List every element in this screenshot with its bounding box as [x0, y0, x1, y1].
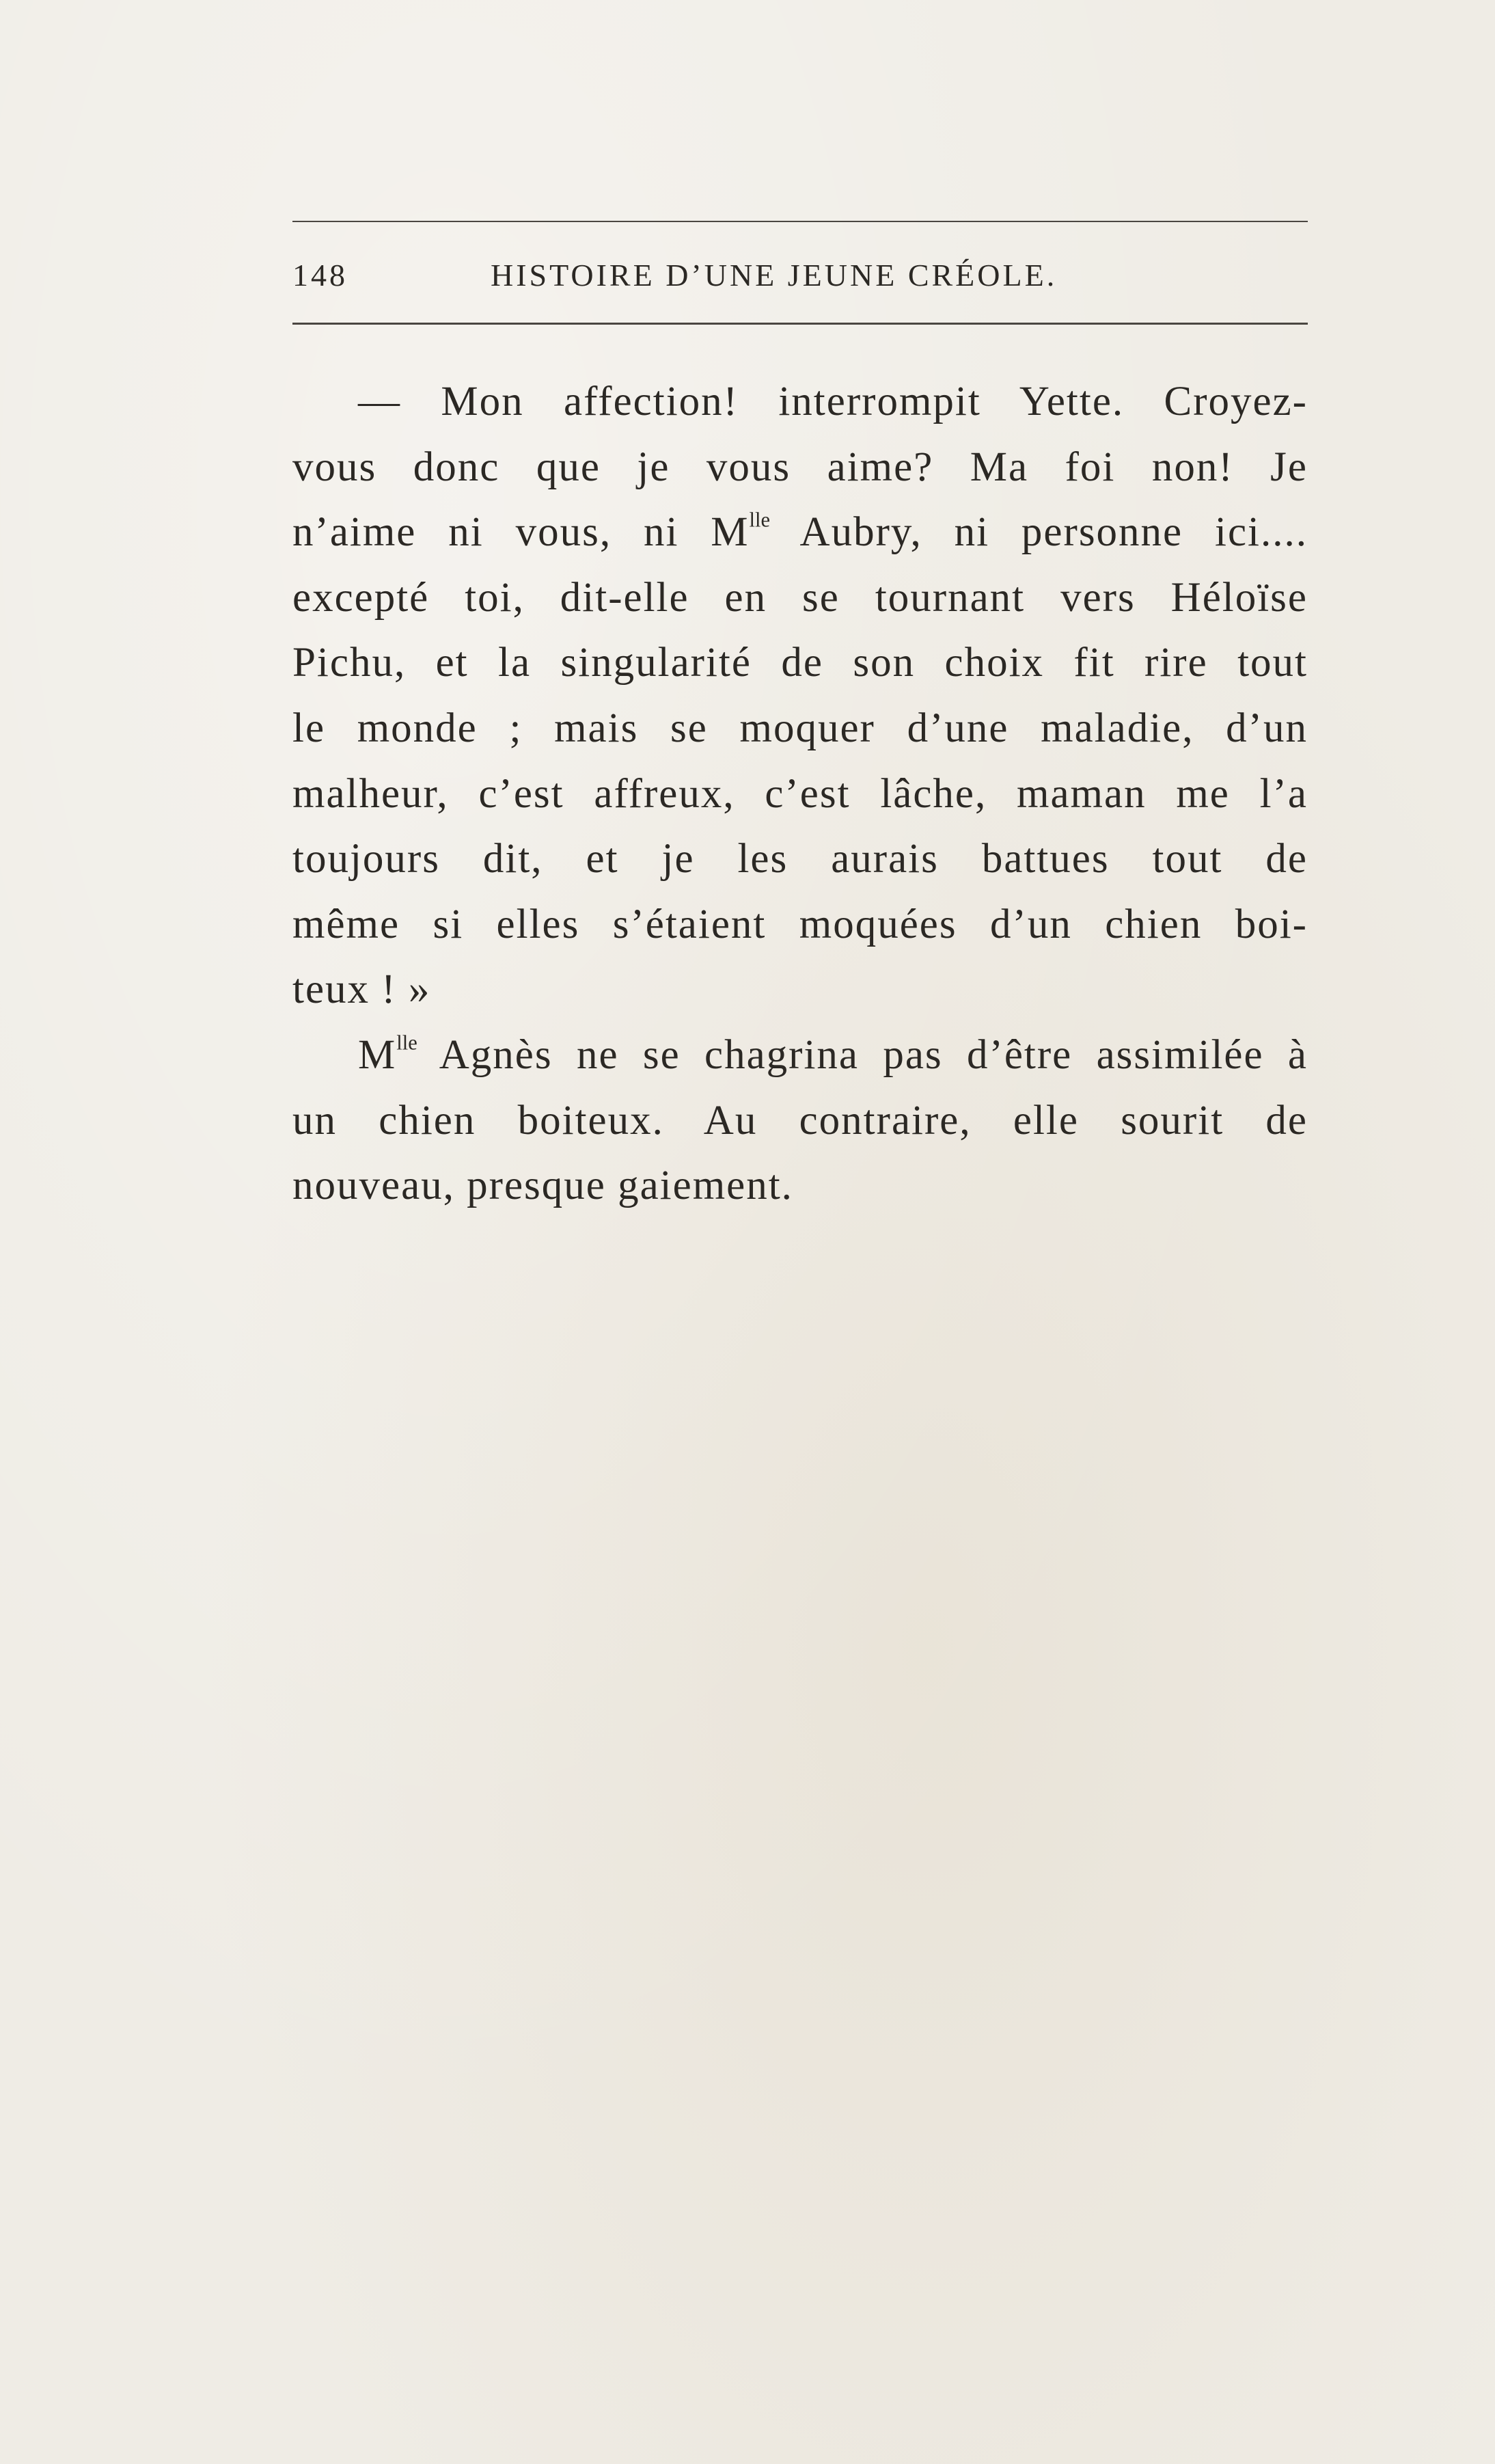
text-line: même si elles s’étaient moquées d’un chien boi- — [292, 901, 1308, 947]
text-line: — Mon affection! interrompit Yette. Croyez- — [358, 379, 1308, 424]
running-head — [292, 254, 1308, 297]
text-line: nouveau, presque gaiement. — [292, 1163, 793, 1209]
text-segment: Aubry, ni personne ici.... — [770, 509, 1308, 556]
text-line: toujours dit, et je les aurais battues tout de — [292, 836, 1308, 882]
text-line — [292, 1023, 1308, 1088]
text-line: le monde ; mais se moquer d’une maladie, d’un — [292, 705, 1308, 751]
text-segment: M — [358, 1031, 397, 1078]
text-line: excepté toi, dit-elle en se tournant vers Héloïse — [292, 574, 1308, 621]
text-line: un chien boiteux. Au contraire, elle sourit de — [292, 1097, 1308, 1143]
text-line: teux ! » — [292, 966, 431, 1013]
text-line: vous donc que je vous aime? Ma foi non! Je — [292, 444, 1308, 490]
text-line — [292, 500, 1308, 565]
body-text — [292, 369, 1308, 1219]
text-line: Pichu, et la singularité de son choix fit rire tout — [292, 640, 1308, 686]
superscript-abbreviation: lle — [749, 508, 771, 532]
text-line: malheur, c’est affreux, c’est lâche, maman me l’a — [292, 770, 1308, 817]
text-segment: Agnès ne se chagrina pas d’être assimilée à — [417, 1031, 1308, 1078]
header-top-rule — [292, 221, 1308, 222]
header-bottom-rule — [292, 323, 1308, 325]
superscript-abbreviation: lle — [396, 1031, 417, 1055]
page-number: 148 — [292, 258, 348, 293]
text-segment: n’aime ni vous, ni M — [292, 509, 750, 556]
running-title: HISTOIRE D’UNE JEUNE CRÉOLE. — [491, 258, 1058, 293]
